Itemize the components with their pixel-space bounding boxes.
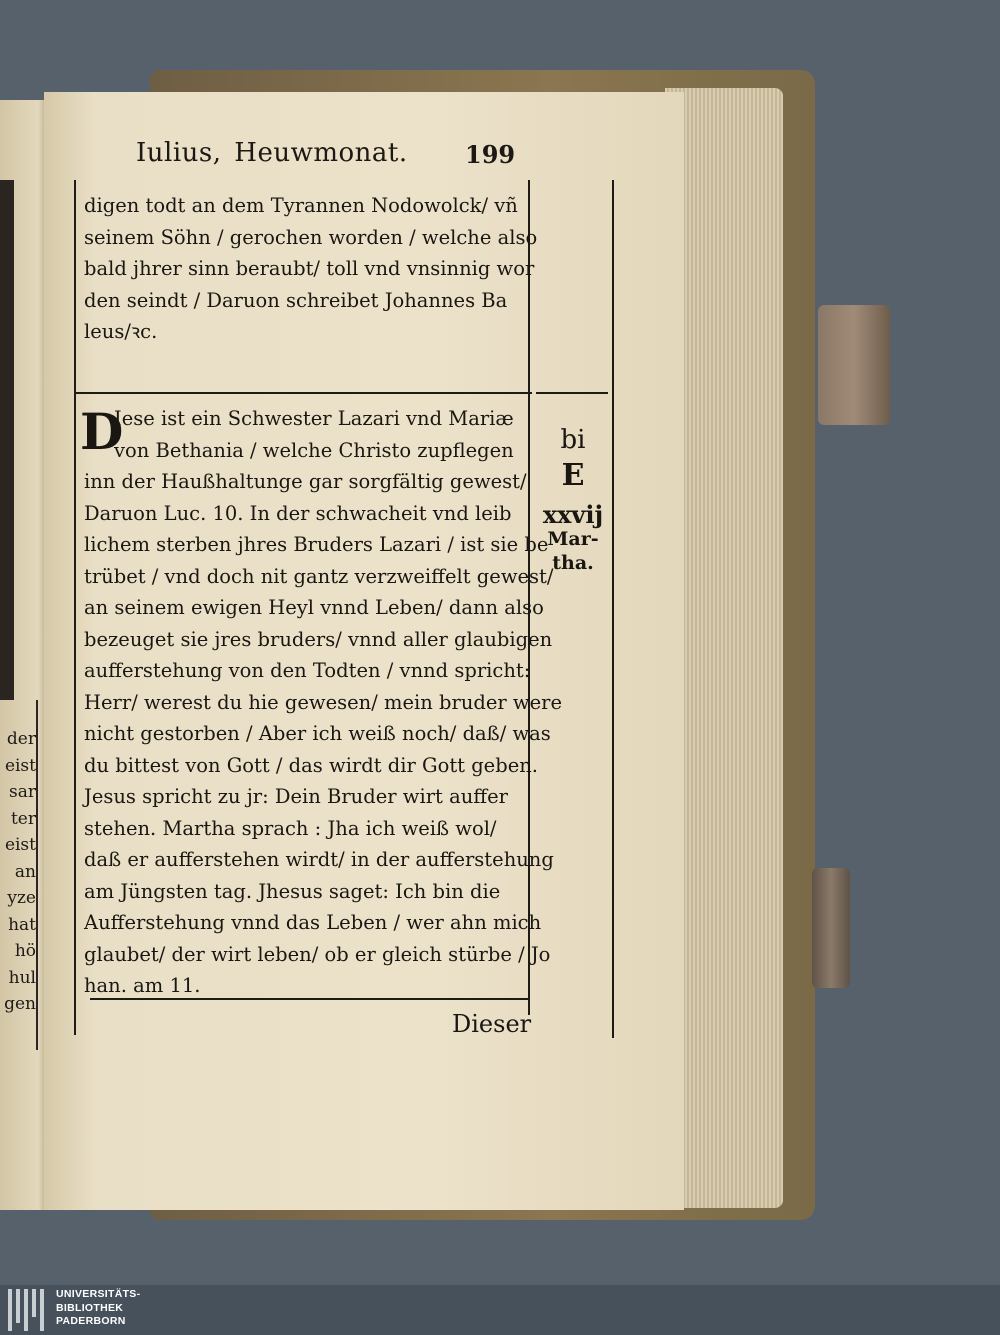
text-line: leus/ꝛc. — [84, 320, 158, 343]
left-page-line: der — [6, 729, 36, 749]
frame-rule-divider — [76, 392, 532, 394]
logo-line: PADERBORN — [56, 1315, 126, 1327]
text-line: Aufferstehung vnnd das Leben / wer ahn mich — [84, 911, 542, 934]
text-line: am Jüngsten tag. Jhesus saget: Ich bin die — [84, 879, 501, 903]
library-logo-text — [56, 1288, 140, 1329]
month-german: Heuwmonat. — [234, 138, 408, 168]
text-line: von Bethania / welche Christo zupflegen — [114, 438, 514, 462]
left-page-line: hat — [8, 914, 36, 935]
text-line: seinem Söhn / gerochen worden / welche also — [84, 225, 538, 249]
left-page-line: gen — [4, 994, 36, 1014]
text-line: inn der Haußhaltunge gar sorgfältig gewest/ — [84, 470, 527, 493]
text-line: an seinem ewigen Heyl vnnd Leben/ dann also — [84, 596, 544, 619]
text-line: Iese ist ein Schwester Lazari vnd Mariæ — [114, 407, 514, 430]
section-text-1 — [84, 190, 537, 348]
frame-rule-right — [612, 180, 614, 1038]
text-line: nicht gestorben / Aber ich weiß noch/ daß/ was — [84, 722, 551, 745]
logo-line: UNIVERSITÄTS- — [56, 1288, 141, 1300]
left-page-line: ter — [10, 808, 36, 829]
library-footer — [0, 1285, 1000, 1335]
leather-tab-lower — [812, 868, 850, 988]
text-line: Jesus spricht zu jr: Dein Bruder wirt auffer — [84, 785, 508, 808]
left-page-woodcut-border — [0, 180, 14, 700]
left-page-text — [0, 726, 36, 1018]
month-latin: Iulius, — [136, 138, 222, 168]
running-head — [136, 138, 408, 168]
left-page-line: eist — [4, 755, 36, 776]
page-number: 199 — [465, 140, 516, 169]
logo-line: BIBLIOTHEK — [56, 1301, 124, 1314]
section-text-2 — [84, 403, 562, 1002]
margin-dominical-letter: E — [561, 458, 585, 493]
text-line: glaubet/ der wirt leben/ ob er gleich stürbe / Jo — [84, 942, 551, 966]
margin-calendar-letters: bi — [560, 425, 586, 455]
drop-capital: D — [80, 402, 124, 461]
margin-saint-name-2: tha. — [552, 552, 594, 574]
text-line: trübet / vnd doch nit gantz verzweiffelt gewest/ — [84, 564, 554, 588]
margin-saint-name-1: Mar- — [547, 528, 599, 550]
left-page-line: eist — [4, 835, 36, 855]
text-line: Daruon Luc. 10. In der schwacheit vnd leib — [84, 501, 512, 525]
text-line: bezeuget sie jres bruders/ vnnd aller glaubigen — [84, 627, 553, 651]
text-line: bald jhrer sinn beraubt/ toll vnd vnsinnig wor — [84, 257, 535, 280]
library-logo-icon — [8, 1289, 48, 1331]
margin-day-number: xxvij — [542, 500, 604, 529]
text-line: lichem sterben jhres Bruders Lazari / ist sie be — [84, 533, 549, 556]
text-line: digen todt an dem Tyrannen Nodowolck/ vñ — [84, 194, 518, 217]
left-page-line: an — [14, 861, 36, 882]
leather-tab-upper — [818, 305, 890, 425]
text-line: daß er aufferstehen wirdt/ in der aufferstehung — [84, 848, 554, 871]
left-page-rule — [36, 700, 38, 1050]
left-page-line: hul — [8, 967, 36, 988]
left-page-line: hö — [14, 941, 36, 961]
frame-rule-left — [74, 180, 76, 1035]
text-line: stehen. Martha sprach : Jha ich weiß wol/ — [84, 816, 497, 840]
left-page-line: sar — [9, 782, 36, 802]
text-line: han. am 11. — [84, 974, 201, 997]
text-line: du bittest von Gott / das wirdt dir Gott geben. — [84, 753, 538, 777]
text-line: aufferstehung von den Todten / vnnd spricht: — [84, 659, 531, 682]
catchword: Dieser — [452, 1010, 532, 1038]
text-line: den seindt / Daruon schreibet Johannes Ba — [84, 288, 508, 312]
left-page-line: yze — [7, 888, 36, 908]
frame-rule-margin-divider — [536, 392, 608, 394]
text-line: Herr/ werest du hie gewesen/ mein bruder were — [84, 690, 563, 714]
